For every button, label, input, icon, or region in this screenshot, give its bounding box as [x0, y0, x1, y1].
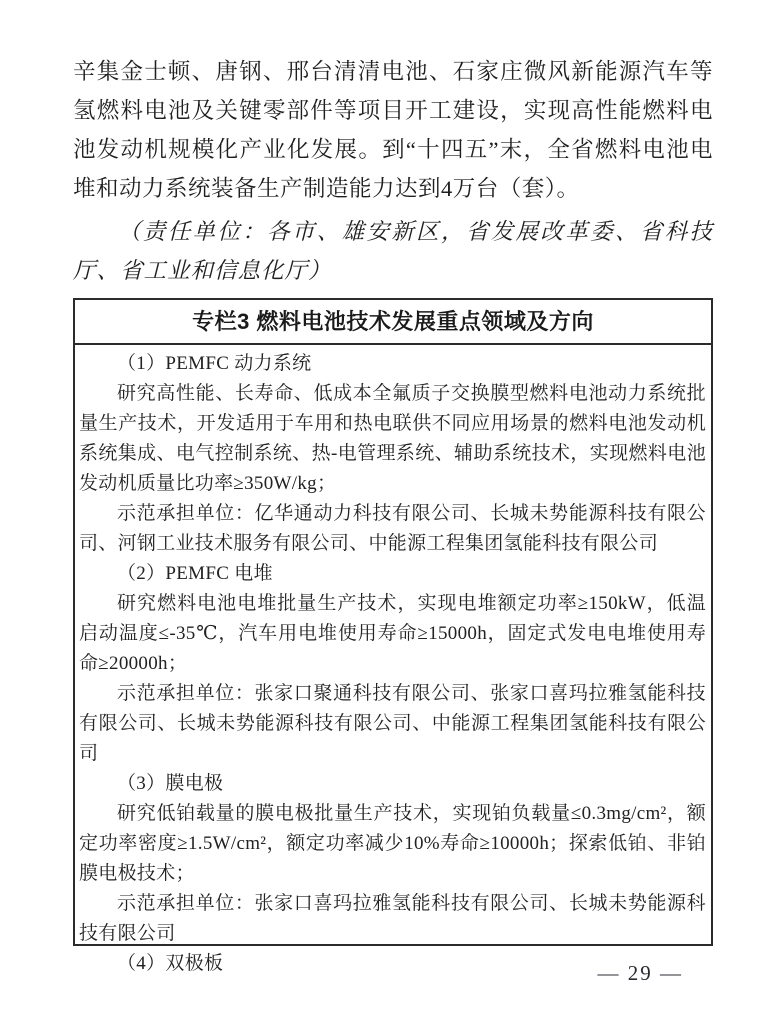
section-1-undertakers: 示范承担单位：亿华通动力科技有限公司、长城未势能源科技有限公司、河钢工业技术服务有限公司、中能源工程集团氢能科技有限公司: [79, 503, 706, 554]
paragraph-projects: 辛集金士顿、唐钢、邢台清清电池、石家庄微风新能源汽车等氢燃料电池及关键零部件等项目开工建设，实现高性能燃料电池发动机规模化产业化发展。到“十四五”末，全省燃料电池电堆和动力系统装备生产制造能力达到4万台（套）。: [73, 59, 713, 201]
column-3-box-title: 专栏3 燃料电池技术发展重点领域及方向: [75, 300, 711, 345]
section-4-heading: （4）双极板: [117, 953, 224, 974]
section-3-undertakers: 示范承担单位：张家口喜玛拉雅氢能科技有限公司、长城未势能源科技有限公司: [79, 893, 706, 944]
page-number: — 29 —: [597, 961, 683, 985]
paragraph-responsible-units: （责任单位：各市、雄安新区，省发展改革委、省科技厅、省工业和信息化厅）: [73, 219, 713, 283]
section-2-body: 研究燃料电池电堆批量生产技术，实现电堆额定功率≥150kW，低温启动温度≤-35℃，汽车用电堆使用寿命≥15000h，固定式发电电堆使用寿命≥20000h；: [79, 593, 706, 674]
section-2-undertakers: 示范承担单位：张家口聚通科技有限公司、张家口喜玛拉雅氢能科技有限公司、长城未势能源科技有限公司、中能源工程集团氢能科技有限公司: [79, 683, 706, 764]
section-3-heading: （3）膜电极: [117, 773, 224, 794]
section-1-body: 研究高性能、长寿命、低成本全氟质子交换膜型燃料电池动力系统批量生产技术，开发适用于车用和热电联供不同应用场景的燃料电池发动机系统集成、电气控制系统、热-电管理系统、辅助系统技术，实现燃料电池发动机质量比功率≥350W/kg；: [79, 383, 706, 494]
section-3-body: 研究低铂载量的膜电极批量生产技术，实现铂负载量≤0.3mg/cm²，额定功率密度≥1.5W/cm²，额定功率减少10%寿命≥10000h；探索低铂、非铂膜电极技术；: [79, 803, 706, 884]
section-2-heading: （2）PEMFC 电堆: [117, 563, 273, 584]
section-1-heading: （1）PEMFC 动力系统: [117, 353, 312, 374]
